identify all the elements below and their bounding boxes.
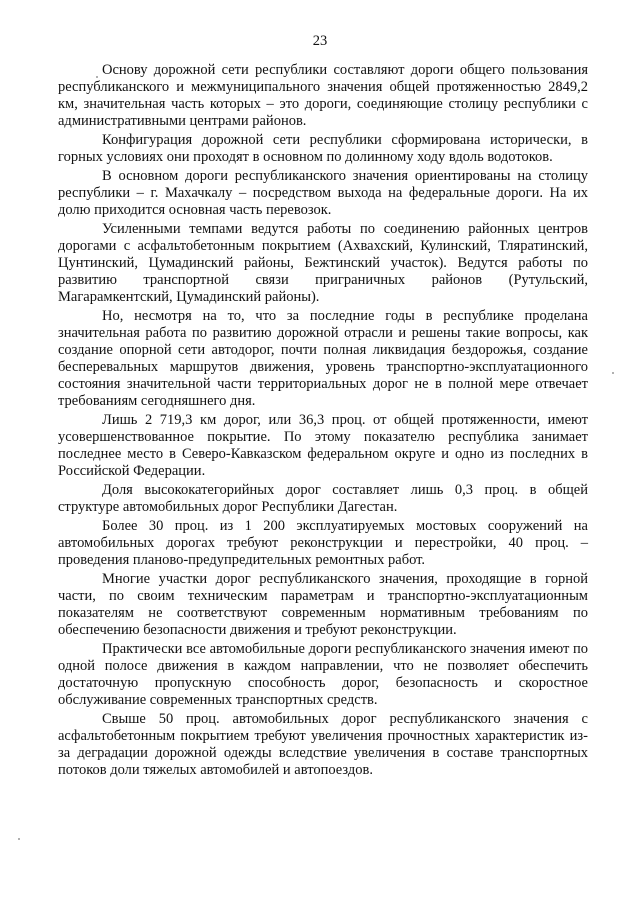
paragraph-progress: Но, несмотря на то, что за последние годы в республике проделана значительная работа по развитию дорожной отрасли и решены такие вопросы, как создание опорной сети автодорог, почти полная ликвидация бездорожья, создание бесперевальных маршрутов движения, уровень транспортно-эксплуатационного состояния значительной части территориальных дорог не в полной мере отвечает требованиям сегодняшнего дня.	[58, 308, 588, 409]
scan-speck	[18, 838, 20, 840]
paragraph-paved-roads: Лишь 2 719,3 км дорог, или 36,3 проц. от общей протяженности, имеют усовершенствованное покрытие. По этому показателю республика занимает последнее место в Северо-Кавказском федеральном округе и одно из последних в Российской Федерации.	[58, 412, 588, 479]
paragraph-district-connections: Усиленными темпами ведутся работы по соединению районных центров дорогами с асфальтобетонным покрытием (Ахвахский, Кулинский, Тляратинский, Цунтинский, Цумадинский районы, Бежтинский участок). Ведутся работы по развитию транспортной связи приграничных районов (Рутульский, Магарамкентский, Цумадинский районы).	[58, 221, 588, 305]
paragraph-orientation: В основном дороги республиканского значения ориентированы на столицу республики – г. Махачкалу – посредством выхода на федеральные дороги. На их долю приходится основная часть перевозок.	[58, 168, 588, 218]
page-number: 23	[312, 33, 328, 49]
paragraph-lanes: Практически все автомобильные дороги республиканского значения имеют по одной полосе движения в каждом направлении, что не позволяет обеспечить достаточную пропускную способность дорог, безопасность и скоростное обслуживание современных транспортных средств.	[58, 641, 588, 708]
paragraph-high-category: Доля высококатегорийных дорог составляет лишь 0,3 проц. в общей структуре автомобильных дорог Республики Дагестан.	[58, 482, 588, 515]
paragraph-road-network: Основу дорожной сети республики составляют дороги общего пользования республиканского и межмуниципального значения общей протяженностью 2849,2 км, значительная часть которых – это дороги, соединяющие столицу республики с административными центрами районов.	[58, 62, 588, 129]
paragraph-bridges: Более 30 проц. из 1 200 эксплуатируемых мостовых сооружений на автомобильных дорогах требуют реконструкции и перестройки, 40 проц. – проведения планово-предупредительных ремонтных работ.	[58, 518, 588, 568]
scan-speck	[96, 76, 98, 78]
paragraph-mountain-sections: Многие участки дорог республиканского значения, проходящие в горной части, по своим техническим параметрам и транспортно-эксплуатационным показателям не соответствуют современным нормативным требованиям по обеспечению безопасности движения и требуют реконструкции.	[58, 571, 588, 638]
scan-speck	[612, 372, 614, 374]
document-body	[58, 62, 588, 779]
paragraph-pavement-strength: Свыше 50 проц. автомобильных дорог республиканского значения с асфальтобетонным покрытием требуют увеличения прочностных характеристик из-за деградации дорожной одежды вследствие увеличения в составе транспортных потоков доли тяжелых автомобилей и автопоездов.	[58, 711, 588, 778]
paragraph-configuration: Конфигурация дорожной сети республики сформирована исторически, в горных условиях они проходят в основном по долинному ходу вдоль водотоков.	[58, 132, 588, 165]
